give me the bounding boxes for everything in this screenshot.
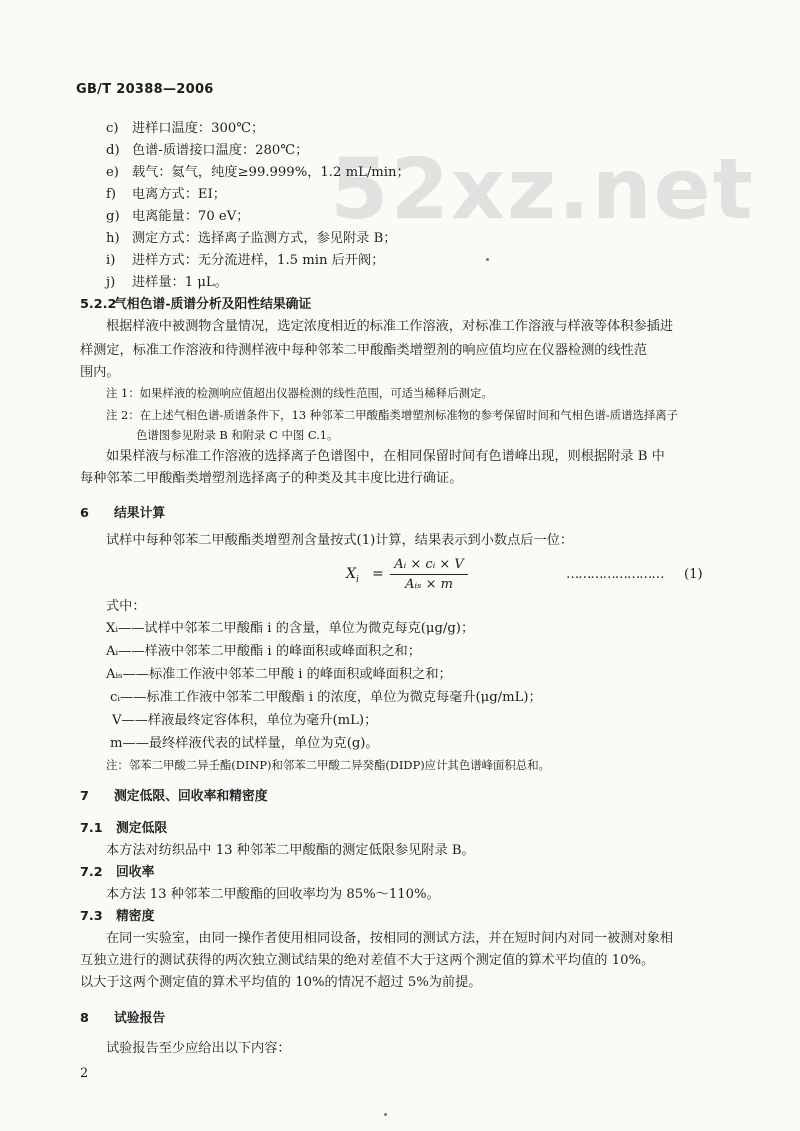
list-item: d) 色谱-质谱接口温度：280℃； [106, 143, 309, 158]
formula-lhs: $X_i$ [346, 566, 359, 585]
list-item: i) 进样方式：无分流进样，1.5 min 后开阀； [106, 253, 385, 268]
list-item: j) 进样量：1 μL。 [106, 275, 228, 290]
list-item: h) 测定方式：选择离子监测方式，参见附录 B； [106, 231, 397, 246]
section-heading-6: 6 结果计算 [80, 506, 166, 521]
scan-speck [486, 258, 489, 261]
paragraph-line: 试验报告至少应给出以下内容： [106, 1041, 291, 1056]
paragraph-line: 互独立进行的测试获得的两次独立测试结果的绝对差值不大于这两个测定值的算术平均值的 10%。 [80, 953, 655, 968]
paragraph-line: 每种邻苯二甲酸酯类增塑剂选择离子的种类及其丰度比进行确证。 [80, 471, 463, 486]
note-1: 注 1：如果样液的检测响应值超出仪器检测的线性范围，可适当稀释后测定。 [106, 386, 493, 400]
section-heading-7-2: 7.2 回收率 [80, 865, 155, 880]
list-item: f) 电离方式：EI； [106, 187, 226, 202]
definition-item: m——最终样液代表的试样量，单位为克(g)。 [110, 736, 379, 751]
formula-leader-dots: …………………… [566, 567, 664, 582]
fraction-bar [390, 574, 468, 575]
note-2: 注 2：在上述气相色谱-质谱条件下，13 种邻苯二甲酸酯类增塑剂标准物的参考保留时间和气相色谱-质谱选择离子 [106, 408, 679, 422]
paragraph-line: 本方法 13 种邻苯二甲酸酯的回收率均为 85%～110%。 [106, 887, 440, 902]
note: 注：邻苯二甲酸二异壬酯(DINP)和邻苯二甲酸二异癸酯(DIDP)应计其色谱峰面积总和。 [106, 758, 550, 772]
formula-denominator: Aᵢₛ × m [405, 577, 453, 592]
watermark: 52xz.net [330, 140, 755, 238]
definition-item: V——样液最终定容体积，单位为毫升(mL)； [112, 713, 378, 728]
where-label: 式中： [106, 599, 146, 614]
paragraph-line: 围内。 [80, 365, 120, 380]
section-heading-5-2-2: 5.2.2气相色谱-质谱分析及阳性结果确证 [80, 297, 312, 312]
paragraph-line: 根据样液中被测物含量情况，选定浓度相近的标准工作溶液，对标准工作溶液与样液等体积参插进 [106, 319, 674, 334]
section-heading-8: 8 试验报告 [80, 1011, 166, 1026]
formula-number: (1) [684, 567, 703, 582]
section-heading-7-1: 7.1 测定低限 [80, 821, 168, 836]
paragraph-line: 以大于这两个测定值的算术平均值的 10%的情况不超过 5%为前提。 [80, 975, 482, 990]
definition-item: Aᵢ——样液中邻苯二甲酸酯 i 的峰面积或峰面积之和； [106, 644, 421, 659]
list-item: g) 电离能量：70 eV； [106, 209, 250, 224]
definition-item: Aᵢₛ——标准工作液中邻苯二甲酸 i 的峰面积或峰面积之和； [106, 667, 452, 682]
standard-code-header: GB/T 20388—2006 [76, 82, 214, 97]
list-item: e) 载气：氦气，纯度≥99.999%，1.2 mL/min； [106, 165, 410, 180]
paragraph-line: 试样中每种邻苯二甲酸酯类增塑剂含量按式(1)计算，结果表示到小数点后一位： [106, 533, 574, 548]
section-heading-7: 7 测定低限、回收率和精密度 [80, 789, 268, 804]
list-item: c) 进样口温度：300℃； [106, 121, 265, 136]
definition-item: Xᵢ——试样中邻苯二甲酸酯 i 的含量，单位为微克每克(μg/g)； [106, 621, 475, 636]
note-2-continued: 色谱图参见附录 B 和附录 C 中图 C.1。 [136, 428, 339, 442]
definition-item: cᵢ——标准工作液中邻苯二甲酸酯 i 的浓度，单位为微克每毫升(μg/mL)； [110, 690, 542, 705]
formula-fraction [390, 556, 468, 593]
page-number: 2 [80, 1066, 89, 1081]
formula-numerator: Aᵢ × cᵢ × V [394, 557, 464, 572]
paragraph-line: 如果样液与标准工作溶液的选择离子色谱图中，在相同保留时间有色谱峰出现，则根据附录 B 中 [106, 449, 665, 464]
scan-speck [384, 1113, 387, 1116]
formula-equals: = [372, 566, 384, 582]
paragraph-line: 在同一实验室，由同一操作者使用相同设备，按相同的测试方法，并在短时间内对同一被测对象相 [106, 931, 674, 946]
paragraph-line: 本方法对纺织品中 13 种邻苯二甲酸酯的测定低限参见附录 B。 [106, 843, 475, 858]
section-heading-7-3: 7.3 精密度 [80, 909, 155, 924]
paragraph-line: 样测定，标准工作溶液和待测样液中每种邻苯二甲酸酯类增塑剂的响应值均应在仪器检测的线性范 [80, 343, 648, 358]
